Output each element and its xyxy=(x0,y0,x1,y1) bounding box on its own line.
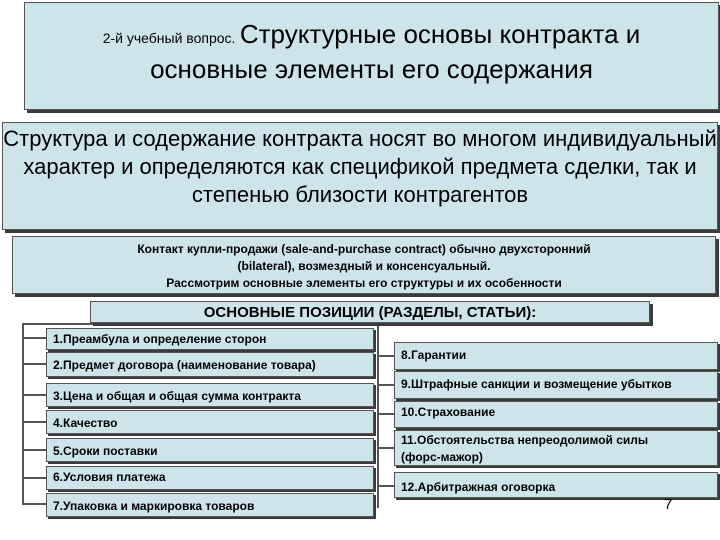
connector-right-10 xyxy=(377,413,394,415)
contract-line-1: Контакт купли-продажи (sale-and-purchase contract) обычно двухсторонний xyxy=(137,242,591,256)
connector-trunk xyxy=(377,323,379,508)
list-item-delivery-terms: 5.Сроки поставки xyxy=(46,438,374,462)
connector-left-1 xyxy=(22,337,46,339)
list-item-price: 3.Цена и общая и общая сумма контракта xyxy=(46,383,374,407)
positions-header: ОСНОВНЫЕ ПОЗИЦИИ (РАЗДЕЛЫ, СТАТЬИ): xyxy=(90,301,650,323)
connector-left-3 xyxy=(22,394,46,396)
list-item-force-majeure xyxy=(394,430,718,466)
list-item-insurance: 10.Страхование xyxy=(394,401,718,428)
force-majeure-line-1: 11.Обстоятельства непреодолимой силы xyxy=(401,433,649,447)
list-item-preamble: 1.Преамбула и определение сторон xyxy=(46,328,374,350)
connector-right-9 xyxy=(377,384,394,386)
title-main: Структурные основы контракта и xyxy=(239,19,641,49)
title-box xyxy=(24,2,719,110)
connector-left-vertical xyxy=(22,323,24,503)
page-number: 7 xyxy=(664,496,673,513)
list-item-subject: 2.Предмет договора (наименование товара) xyxy=(46,352,374,377)
connector-left-2 xyxy=(22,363,46,365)
contract-box xyxy=(12,236,716,294)
force-majeure-line-2: (форс-мажор) xyxy=(401,450,483,464)
list-item-quality: 4.Качество xyxy=(46,410,374,434)
title-line-2: основные элементы его содержания xyxy=(150,54,593,84)
list-item-arbitration: 12.Арбитражная оговорка xyxy=(394,472,718,498)
list-item-packaging: 7.Упаковка и маркировка товаров xyxy=(46,493,374,517)
contract-line-2: (bilateral), возмездный и консенсуальный. xyxy=(237,259,491,273)
title-prefix: 2-й учебный вопрос. xyxy=(102,30,236,46)
list-item-penalties: 9.Штрафные санкции и возмещение убытков xyxy=(394,371,718,399)
list-item-payment-terms: 6.Условия платежа xyxy=(46,466,374,490)
connector-left-4 xyxy=(22,421,46,423)
connector-left-6 xyxy=(22,477,46,479)
connector-top-horizontal xyxy=(22,323,379,325)
connector-left-5 xyxy=(22,449,46,451)
structure-box: Структура и содержание контракта носят во многом индивидуальный характер и определяются как спецификой предмета сделки, так и степенью близости контрагентов xyxy=(2,122,718,230)
list-item-guarantees: 8.Гарантии xyxy=(394,342,718,370)
title-line-1 xyxy=(25,19,718,50)
connector-right-11 xyxy=(377,447,394,449)
contract-line-3: Рассмотрим основные элементы его структуры и их особенности xyxy=(166,276,562,290)
connector-right-8 xyxy=(377,355,394,357)
connector-left-7 xyxy=(22,503,46,505)
connector-right-12 xyxy=(377,485,394,487)
